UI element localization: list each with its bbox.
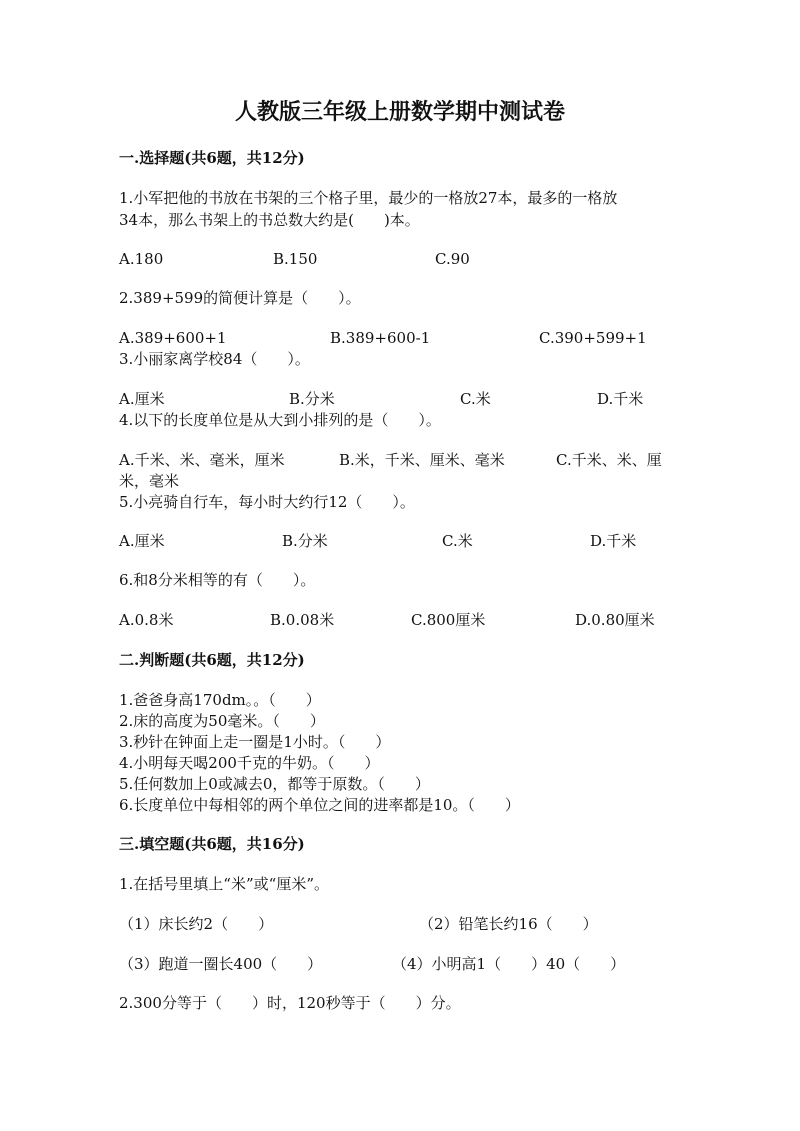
option-a: A.厘米 [119,390,165,408]
option-a: A.389+600+1 [119,329,227,347]
question-text: 1.小军把他的书放在书架的三个格子里，最少的一格放27本，最多的一格放 [119,189,618,207]
judgement-item: 5.任何数加上0或减去0，都等于原数。（ ） [119,775,430,793]
option-d: D.0.80厘米 [575,611,655,629]
judgement-item: 3.秒针在钟面上走一圈是1小时。（ ） [119,733,391,751]
option-a: A.180 [119,250,164,268]
judgement-item: 6.长度单位中每相邻的两个单位之间的进率都是10。（ ） [119,796,520,814]
section-heading-choice: 一.选择题(共6题，共12分) [119,149,305,167]
option-c: C.千米、米、厘 [556,451,662,469]
option-c: C.800厘米 [411,611,486,629]
question-text: 2.300分等于（ ）时，120秒等于（ ）分。 [119,994,461,1012]
question-text: 6.和8分米相等的有（ ）。 [119,571,316,589]
option-b: B.150 [273,250,318,268]
option-d: D.千米 [590,532,637,550]
question-text: 34本，那么书架上的书总数大约是( )本。 [119,211,420,229]
question-text: 5.小亮骑自行车，每小时大约行12（ ）。 [119,493,415,511]
fill-subitem: （4）小明高1（ ）40（ ） [392,955,626,973]
option-c: C.90 [435,250,470,268]
section-heading-judgement: 二.判断题(共6题，共12分) [119,651,305,669]
option-a: A.0.8米 [119,611,174,629]
question-text: 3.小丽家离学校84（ ）。 [119,350,310,368]
option-c: C.米 [460,390,491,408]
fill-subitem: （2）铅笔长约16（ ） [419,915,598,933]
judgement-item: 2.床的高度为50毫米。（ ） [119,712,325,730]
option-b: B.389+600-1 [330,329,431,347]
question-text: 1.在括号里填上“米”或“厘米”。 [119,875,329,893]
option-c: C.390+599+1 [539,329,647,347]
option-b: B.0.08米 [270,611,335,629]
fill-subitem: （3）跑道一圈长400（ ） [119,955,323,973]
option-wrap: 米，毫米 [119,472,180,490]
option-d: D.千米 [597,390,644,408]
option-b: B.分米 [289,390,335,408]
judgement-item: 1.爸爸身高170dm。。（ ） [119,691,321,709]
fill-subitem: （1）床长约2（ ） [119,915,274,933]
option-a: A.厘米 [119,532,165,550]
option-a: A.千米、米、毫米，厘米 [119,451,285,469]
judgement-item: 4.小明每天喝200千克的牛奶。（ ） [119,754,380,772]
page-title: 人教版三年级上册数学期中测试卷 [234,99,565,125]
option-b: B.分米 [282,532,328,550]
option-c: C.米 [442,532,473,550]
option-b: B.米，千米、厘米、毫米 [339,451,505,469]
section-heading-fill: 三.填空题(共6题，共16分) [119,835,305,853]
question-text: 4.以下的长度单位是从大到小排列的是（ ）。 [119,411,441,429]
question-text: 2.389+599的简便计算是（ ）。 [119,289,361,307]
